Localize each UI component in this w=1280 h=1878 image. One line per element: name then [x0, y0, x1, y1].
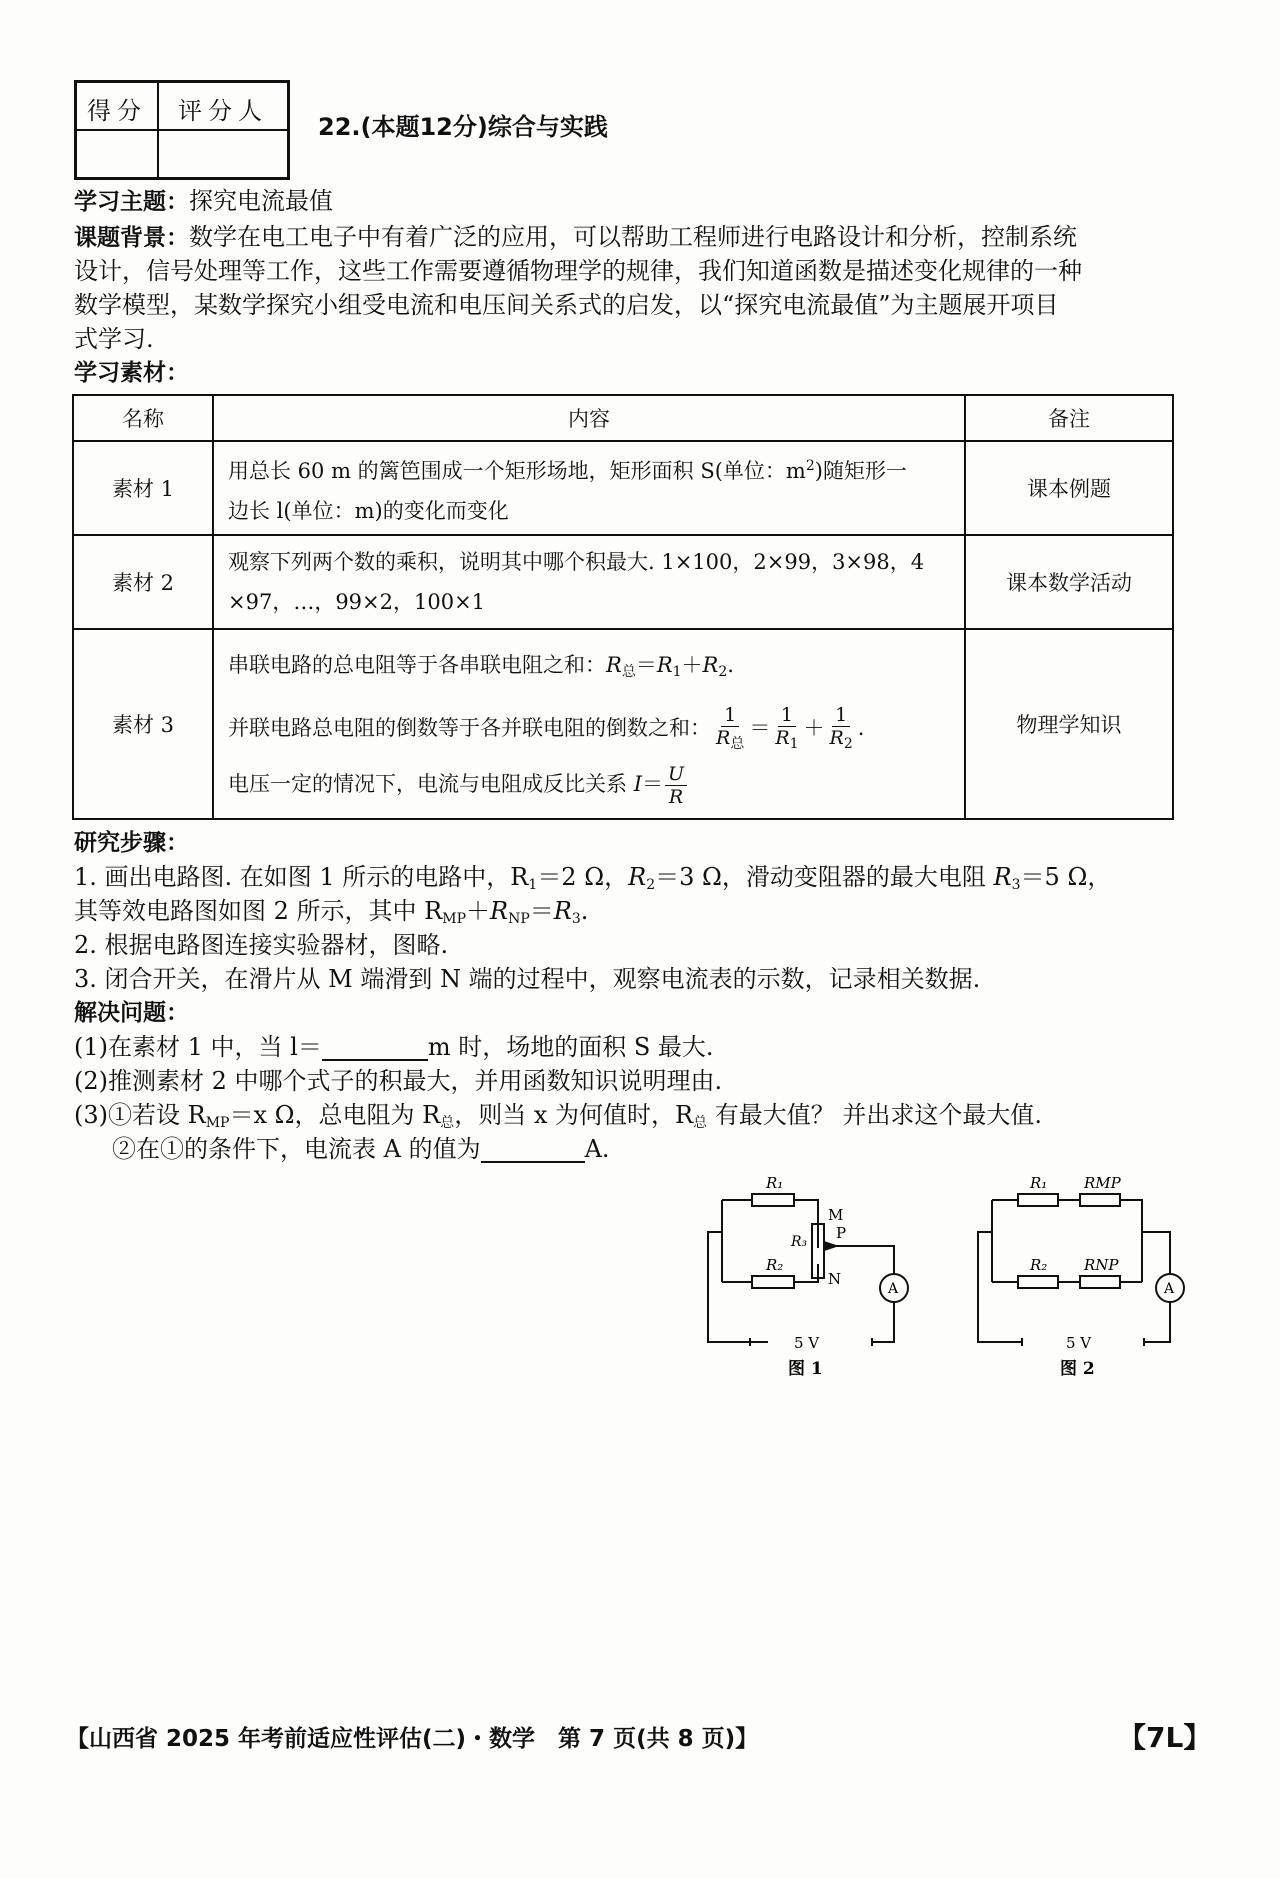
background-line-4: 式学习. — [74, 325, 154, 353]
problem-1: (1)在素材 1 中，当 l＝ m 时，场地的面积 S 最大. — [74, 1033, 714, 1061]
fig2-rnp-label: RNP — [1084, 1256, 1119, 1274]
fig1-p-label: P — [836, 1224, 847, 1242]
theme-label: 学习主题 — [74, 189, 166, 215]
score-label: 得分 — [87, 97, 147, 125]
theme-value: 探究电流最值 — [189, 187, 333, 215]
problems-label: 解决问题： — [74, 1000, 189, 1026]
background-label: 课题背景 — [74, 225, 166, 251]
resistor-rnp — [1080, 1276, 1120, 1288]
fig1-m-label: M — [828, 1206, 844, 1224]
answer-blank-2[interactable] — [481, 1135, 585, 1163]
page-code: 【7L】 — [1118, 1721, 1212, 1754]
page-footer: 【山西省 2025 年考前适应性评估(二)・数学 第 7 页(共 8 页)】 — [66, 1726, 759, 1752]
materials-table — [72, 394, 1174, 820]
grader-label: 评分人 — [178, 97, 268, 125]
background-line-2: 设计，信号处理等工作，这些工作需要遵循物理学的规律，我们知道函数是描述变化规律的一种 — [74, 257, 1082, 285]
fig2-voltage-label: 5 V — [1066, 1334, 1092, 1352]
grader-input[interactable] — [159, 131, 287, 177]
header-note: 备注 — [965, 395, 1173, 441]
fig1-r1-label: R₁ — [766, 1174, 784, 1192]
step-1-cont: 其等效电路图如图 2 所示，其中 $R_{MP}+R_{NP}=R_3$. — [74, 897, 589, 927]
fig1-caption: 图 1 — [788, 1359, 823, 1379]
step-2: 2. 根据电路图连接实验器材，图略. — [74, 931, 449, 959]
answer-blank-1[interactable] — [322, 1033, 428, 1061]
table-header-row — [73, 395, 1173, 441]
background-line-1: 课题背景：数学在电工电子中有着广泛的应用，可以帮助工程师进行电路设计和分析，控制系统 — [74, 223, 1077, 251]
steps-label: 研究步骤： — [74, 830, 189, 856]
row-note: 课本例题 — [965, 441, 1173, 535]
fig1-r3-label: R₃ — [791, 1234, 808, 1250]
resistor-rmp — [1080, 1194, 1120, 1206]
resistor-r1 — [1018, 1194, 1058, 1206]
fig2-ammeter-label: A — [1164, 1281, 1175, 1297]
resistor-r2 — [752, 1276, 794, 1288]
row-content: 观察下列两个数的乘积，说明其中哪个积最大. 1×100，2×99，3×98，4 ×97，…，99×2，100×1 — [213, 535, 965, 629]
step-1: 1. 画出电路图. 在如图 1 所示的电路中，$R_1=2$ Ω，$R_2=3$ Ω，滑动变阻器的最大电阻 $R_3=5$ Ω， — [74, 863, 1112, 893]
fig1-ammeter-label: A — [888, 1281, 899, 1297]
circuit-figure-2 — [960, 1172, 1200, 1382]
problem-3-2: ②在①的条件下，电流表 A 的值为 A. — [112, 1135, 610, 1163]
resistor-r1 — [752, 1194, 794, 1206]
circuit-figure-1 — [690, 1172, 930, 1382]
row-content: 用总长 60 m 的篱笆围成一个矩形场地，矩形面积 S(单位：$m^2$)随矩形一 边长 l(单位：m)的变化而变化 — [213, 441, 965, 535]
fig1-voltage-label: 5 V — [794, 1334, 820, 1352]
materials-label: 学习素材： — [74, 360, 189, 386]
resistor-r2 — [1018, 1276, 1058, 1288]
score-input[interactable] — [77, 131, 157, 177]
question-title: 22.(本题12分)综合与实践 — [318, 113, 608, 141]
row-note: 物理学知识 — [965, 629, 1173, 819]
fig1-r2-label: R₂ — [766, 1256, 784, 1274]
fig2-r2-label: R₂ — [1030, 1256, 1048, 1274]
background-line-3: 数学模型，某数学探究小组受电流和电压间关系式的启发，以“探究电流最值”为主题展开项目 — [74, 291, 1059, 319]
fig2-caption: 图 2 — [1060, 1359, 1095, 1379]
problem-2: (2)推测素材 2 中哪个式子的积最大，并用函数知识说明理由. — [74, 1067, 723, 1095]
score-box — [74, 80, 290, 180]
row-name: 素材 3 — [73, 629, 213, 819]
table-row — [73, 535, 1173, 629]
learning-theme: 学习主题：探究电流最值 — [74, 187, 333, 215]
fig2-r1-label: R₁ — [1030, 1174, 1048, 1192]
header-name: 名称 — [73, 395, 213, 441]
row-note: 课本数学活动 — [965, 535, 1173, 629]
row-name: 素材 2 — [73, 535, 213, 629]
fig1-n-label: N — [828, 1270, 842, 1288]
table-row — [73, 441, 1173, 535]
fig2-rmp-label: RMP — [1084, 1174, 1121, 1192]
row-name: 素材 1 — [73, 441, 213, 535]
header-content: 内容 — [213, 395, 965, 441]
step-3: 3. 闭合开关，在滑片从 M 端滑到 N 端的过程中，观察电流表的示数，记录相关数据. — [74, 965, 981, 993]
problem-3: (3)①若设 $R_{MP}=x$ Ω，总电阻为 $R_总$，则当 x 为何值时，$R_总$ 有最大值？ 并出求这个最大值. — [74, 1101, 1042, 1131]
row-content: 串联电路的总电阻等于各串联电阻之和：$R_总=R_1+R_2$. 并联电路总电阻的倒数等于各并联电阻的倒数之和： $\frac{1}{R_总}$ ＝ $\frac{1}{R_1}$ ＋ $\frac{1}{R_2}$ . 电压一定的情况下，电流与电阻成反比关系 I＝ $\frac{U}{R}$ — [213, 629, 965, 819]
table-row — [73, 629, 1173, 819]
